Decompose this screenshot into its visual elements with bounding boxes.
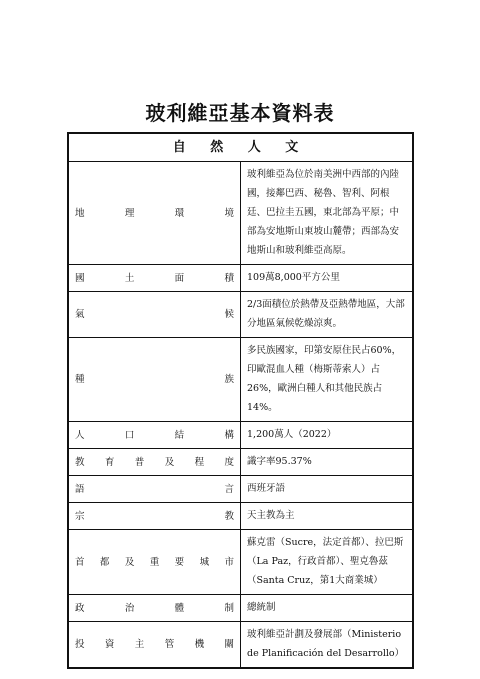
table-row <box>68 449 413 476</box>
table-row <box>68 265 413 292</box>
table-row <box>68 338 413 422</box>
table-row <box>68 530 413 595</box>
row-value: 西班牙語 <box>241 476 414 503</box>
section-header: 自 然 人 文 <box>68 133 413 162</box>
row-label: 教育普及程度 <box>75 456 234 468</box>
row-label: 人口結構 <box>75 429 234 441</box>
row-label: 首都及重要城市 <box>75 556 234 568</box>
table-row <box>68 476 413 503</box>
row-label: 政治體制 <box>75 602 234 614</box>
table-row <box>68 422 413 449</box>
row-value: 識字率95.37% <box>241 449 414 476</box>
table-header-row <box>68 133 413 162</box>
row-label: 國土面積 <box>75 272 234 284</box>
row-label: 投資主管機關 <box>75 639 234 650</box>
table-row <box>68 292 413 338</box>
table-row <box>68 622 413 669</box>
row-label: 宗教 <box>75 510 234 522</box>
row-value: 109萬8,000平方公里 <box>241 265 414 292</box>
table-row <box>68 595 413 622</box>
row-label: 種族 <box>75 374 234 385</box>
row-value: 玻利維亞計劃及發展部（Ministerio de Planificación del Desarrollo） <box>241 622 414 669</box>
row-value: 總統制 <box>241 595 414 622</box>
row-value: 1,200萬人（2022） <box>241 422 414 449</box>
table-row <box>68 503 413 530</box>
row-value: 多民族國家，印第安原住民占60%，印歐混血人種（梅斯蒂索人）占26%，歐洲白種人和其他民族占14%。 <box>241 338 414 422</box>
row-label: 語言 <box>75 483 234 495</box>
page-title: 玻利維亞基本資料表 <box>145 101 335 125</box>
row-value: 2/3面積位於熱帶及亞熱帶地區，大部分地區氣候乾燥涼爽。 <box>241 292 414 338</box>
row-label: 地理環境 <box>75 207 234 219</box>
row-value: 蘇克雷（Sucre，法定首都）、拉巴斯（La Paz，行政首都）、聖克魯茲（Santa Cruz，第1大商業城） <box>241 530 414 595</box>
row-value: 玻利維亞為位於南美洲中西部的內陸國，接鄰巴西、秘魯、智利、阿根廷、巴拉圭五國，東北部為平原；中部為安地斯山東坡山麓帶；西部為安地斯山和玻利維亞高原。 <box>241 162 414 265</box>
row-label: 氣候 <box>75 309 234 320</box>
table-row <box>68 162 413 265</box>
basic-info-table <box>67 132 414 669</box>
row-value: 天主教為主 <box>241 503 414 530</box>
